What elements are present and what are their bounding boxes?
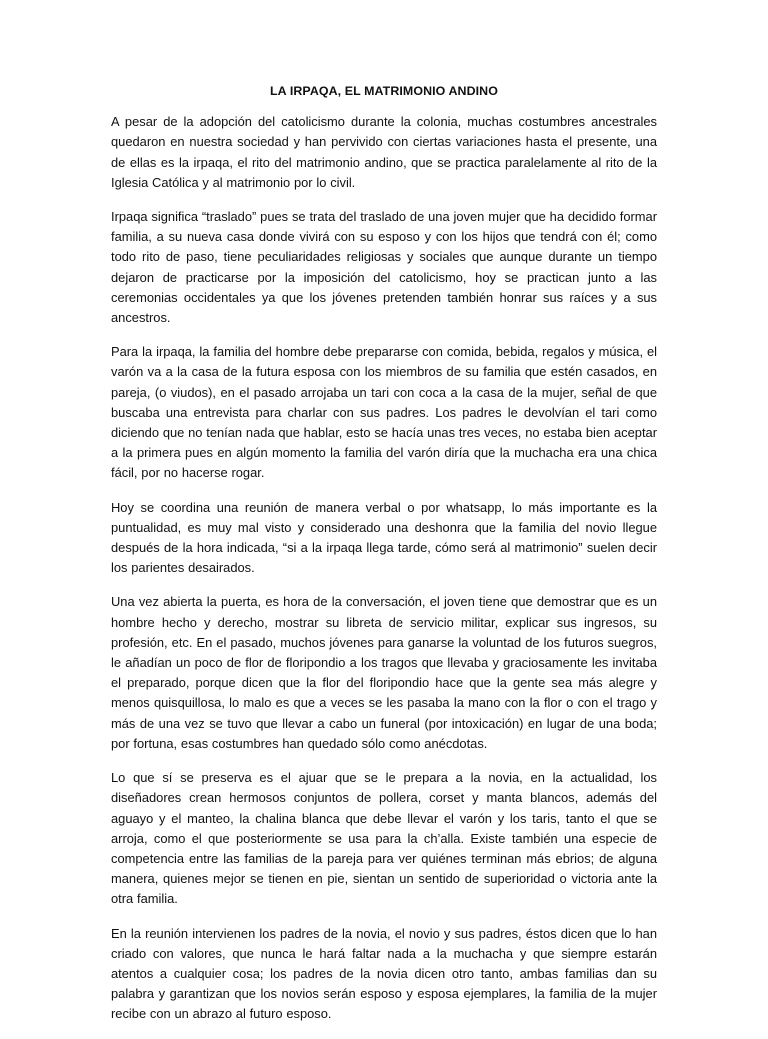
document-page [111, 81, 657, 1039]
paragraph-coordination: Hoy se coordina una reunión de manera verbal o por whatsapp, lo más importante es la puntualidad, es muy mal visto y considerado una deshonra que la familia del novio llegue después de la hora indicada, “si a la irpaqa llega tarde, cómo será al matrimonio” suelen decir los parientes desairados. [111, 499, 657, 576]
paragraph-meeting: En la reunión intervienen los padres de la novia, el novio y sus padres, éstos dicen que lo han criado con valores, que nunca le hará faltar nada a la muchacha y que siempre estarán atentos a cualquier cosa; los padres de la novia dicen otro tanto, ambas familias dan su palabra y garantizan que los novios serán esposo y esposa ejemplares, la familia de la mujer recibe con un abrazo al futuro esposo. [111, 925, 657, 1022]
paragraph-meaning: Irpaqa significa “traslado” pues se trata del traslado de una joven mujer que ha decidido formar familia, a su nueva casa donde vivirá con su esposo y con los hijos que tendrá con él; como todo rito de paso, tiene peculiaridades religiosas y sociales que aunque durante un tiempo dejaron de practicarse por la imposición del catolicismo, hoy se practican junto a las ceremonias occidentales ya que los jóvenes pretenden también honrar sus raíces y a sus ancestros. [111, 209, 657, 326]
paragraph-intro: A pesar de la adopción del catolicismo durante la colonia, muchas costumbres ancestrales quedaron en nuestra sociedad y han pervivido con ciertas variaciones hasta el presente, una de ellas es la irpaqa, el rito del matrimonio andino, que se practica paralelamente al rito de la Iglesia Católica y al matrimonio por lo civil. [111, 114, 657, 190]
paragraph-conversation: Una vez abierta la puerta, es hora de la conversación, el joven tiene que demostrar que es un hombre hecho y derecho, mostrar su libreta de servicio militar, explicar sus ingresos, su profesión, etc. En el pasado, muchos jóvenes para ganarse la voluntad de los futuros suegros, le añadían un poco de flor de floripondio a los tragos que llevaba y graciosamente les invitaba el preparado, porque dicen que la flor del floripondio hace que la gente sea más alegre y menos quisquillosa, lo malo es que a veces se les pasaba la mano con la flor o con el trago y más de una vez se tuvo que llevar a cabo un funeral (por intoxicación) en lugar de una boda; por fortuna, esas costumbres han quedado sólo como anécdotas. [111, 594, 657, 751]
paragraph-ajuar: Lo que sí se preserva es el ajuar que se le prepara a la novia, en la actualidad, los diseñadores crean hermosos conjuntos de pollera, corset y manta blancos, además del aguayo y el manteo, la chalina blanca que debe llevar el varón y los taris, tanto el que se arroja, como el que posteriormente se usa para la ch’alla. Existe también una especie de competencia entre las familias de la pareja para ver quiénes terminan más ebrios; de alguna manera, quienes mejor se tienen en pie, sientan un sentido de superioridad o victoria ante la otra familia. [111, 770, 657, 907]
paragraph-preparation: Para la irpaqa, la familia del hombre debe prepararse con comida, bebida, regalos y música, el varón va a la casa de la futura esposa con los miembros de su familia que estén casados, en pareja, (o viudos), en el pasado arrojaba un tari con coca a la casa de la mujer, señal de que buscaba una entrevista para charlar con sus padres. Los padres le devolvían el tari como diciendo que no tenían nada que hablar, esto se hacía unas tres veces, no estaba bien aceptar a la primera pues en algún momento la familia del varón diría que la muchacha era una chica fácil, por no hacerse rogar. [111, 344, 657, 481]
document-title: LA IRPAQA, EL MATRIMONIO ANDINO [270, 84, 498, 98]
